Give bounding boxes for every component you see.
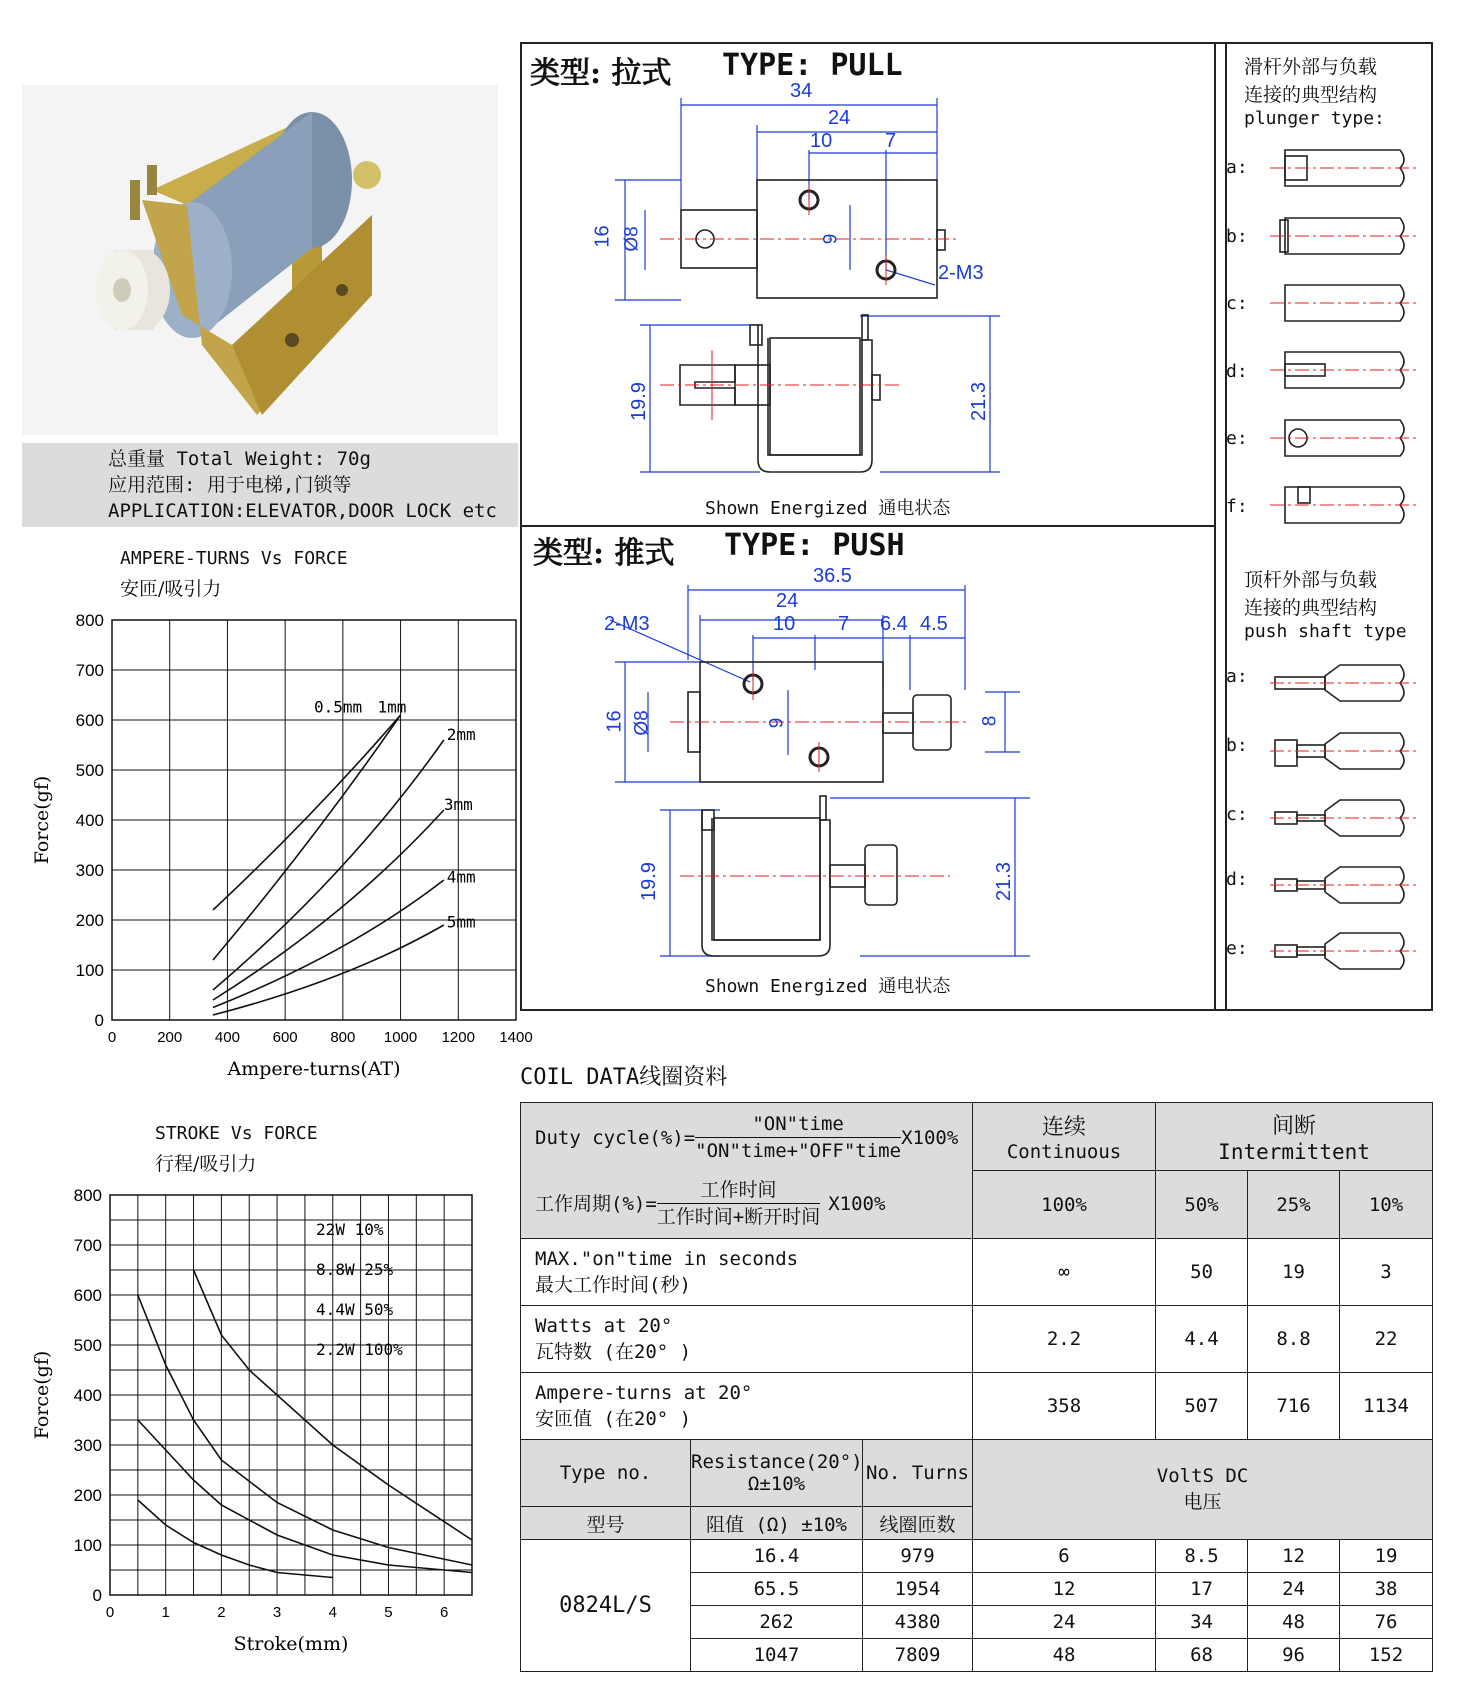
table-cell: 6 [973, 1540, 1156, 1573]
pull-dim-213: 21.3 [967, 382, 990, 421]
y-tick-label: 500 [73, 1336, 102, 1355]
table-cell: 2.2 [973, 1306, 1156, 1373]
chart2-title-en: STROKE Vs FORCE [155, 1123, 318, 1144]
plunger-label-c: c: [1226, 293, 1248, 314]
pull-dim-m3: 2-M3 [938, 262, 984, 284]
y-tick-label: 300 [75, 861, 104, 880]
x-tick-label: 2 [217, 1604, 226, 1621]
y-axis-label: Force(gf) [31, 1350, 53, 1440]
plunger-title-2: 连接的典型结构 [1244, 84, 1378, 106]
pull-title-en: TYPE: PULL [722, 48, 903, 83]
table-cell: 76 [1340, 1606, 1433, 1639]
duty-cn-suffix: X100% [828, 1192, 886, 1215]
push-dim-h8: 8 [979, 715, 1001, 727]
pushshaft-label-c: c: [1226, 804, 1248, 825]
type-no-header: Type no. [521, 1440, 691, 1507]
x-tick-label: 0 [105, 1604, 115, 1621]
table-cell: 7809 [863, 1639, 973, 1672]
x-tick-label: 600 [272, 1029, 298, 1046]
continuous-en: Continuous [1006, 1141, 1122, 1163]
volts-en: VoltS DC [1156, 1465, 1249, 1487]
pushshaft-title-1: 顶杆外部与负载 [1244, 569, 1378, 591]
table-cell: 12 [1248, 1540, 1340, 1573]
series-label: 2mm [446, 725, 476, 744]
series-label: 5mm [446, 912, 476, 932]
series-label: 3mm [443, 795, 473, 814]
y-tick-label: 0 [92, 1586, 102, 1605]
duty-cn-denominator: 工作时间+断开时间 [656, 1206, 821, 1228]
y-tick-label: 600 [75, 711, 104, 730]
table-cell: 38 [1340, 1573, 1433, 1606]
x-tick-label: 1400 [499, 1029, 533, 1046]
weight-text: 总重量 Total Weight: 70g [108, 448, 371, 470]
max-on-time-cn: 最大工作时间(秒) [535, 1274, 691, 1296]
plunger-title-3: plunger type: [1244, 108, 1385, 129]
push-dim-45: 4.5 [920, 613, 948, 635]
push-dim-8: Ø8 [631, 710, 653, 736]
coil-data-table [520, 1102, 1433, 1672]
series-label: 22W 10% [316, 1220, 384, 1239]
duty-25: 25% [1248, 1171, 1340, 1239]
y-tick-label: 600 [73, 1286, 102, 1305]
table-cell: 34 [1156, 1606, 1248, 1639]
x-tick-label: 0 [107, 1029, 117, 1046]
y-tick-label: 300 [73, 1436, 102, 1455]
turns-cn: 线圈匝数 [863, 1507, 973, 1540]
resistance-en-1: Resistance(20°) [691, 1451, 863, 1473]
plunger-label-a: a: [1226, 157, 1248, 178]
pushshaft-label-d: d: [1226, 869, 1248, 890]
pull-dim-16: 16 [591, 225, 614, 248]
duty-cycle-cell [521, 1103, 973, 1239]
x-tick-label: 5 [384, 1604, 393, 1621]
ampere-turns-force-chart [30, 611, 533, 1080]
table-cell: 716 [1248, 1373, 1340, 1440]
push-dim-9: 9 [766, 717, 788, 729]
push-dim-213: 21.3 [992, 862, 1015, 901]
pull-dim-7: 7 [885, 130, 897, 152]
push-dim-16: 16 [603, 710, 626, 733]
y-tick-label: 700 [75, 661, 104, 680]
watts-cn: 瓦特数 (在20° ) [535, 1341, 692, 1363]
table-cell: ∞ [973, 1239, 1156, 1306]
series-label: 1mm [377, 697, 407, 717]
continuous-cn: 连续 [1042, 1115, 1087, 1140]
table-cell: 19 [1248, 1239, 1340, 1306]
pull-dim-8: Ø8 [621, 226, 643, 252]
series-label: 2.2W 100% [316, 1340, 403, 1359]
series-label: 8.8W 25% [316, 1260, 394, 1279]
table-cell: 4380 [863, 1606, 973, 1639]
push-top-view-drawing [600, 570, 1020, 790]
series-label: 0.5mm [314, 697, 363, 717]
y-tick-label: 200 [73, 1486, 102, 1505]
pushshaft-label-e: e: [1226, 938, 1248, 959]
pull-title-cn: 类型: 拉式 [530, 56, 672, 91]
x-tick-label: 6 [439, 1604, 449, 1621]
chart1-title-cn: 安匝/吸引力 [120, 578, 222, 600]
volts-cn: 电压 [1183, 1491, 1222, 1513]
series-label: 4.4W 50% [316, 1300, 394, 1319]
duty-cn-numerator: 工作时间 [657, 1177, 820, 1204]
product-photo [22, 85, 498, 435]
watts-label [521, 1306, 973, 1373]
duty-100: 100% [973, 1171, 1156, 1239]
y-tick-label: 100 [73, 1536, 102, 1555]
pull-caption: Shown Energized 通电状态 [705, 498, 951, 519]
push-dim-24: 24 [776, 590, 799, 612]
push-caption: Shown Energized 通电状态 [705, 976, 951, 997]
plunger-label-d: d: [1226, 361, 1248, 382]
y-tick-label: 200 [75, 911, 104, 930]
y-tick-label: 400 [73, 1386, 102, 1405]
plunger-title-1: 滑杆外部与负载 [1244, 56, 1378, 78]
table-cell: 68 [1156, 1639, 1248, 1672]
table-cell: 96 [1248, 1639, 1340, 1672]
intermittent-cn: 间断 [1272, 1114, 1317, 1139]
plunger-label-e: e: [1226, 428, 1248, 449]
table-cell: 152 [1340, 1639, 1433, 1672]
coil-data-title: COIL DATA线圈资料 [520, 1065, 728, 1090]
pull-dim-34: 34 [790, 80, 813, 102]
table-cell: 507 [1156, 1373, 1248, 1440]
resistance-header [691, 1440, 863, 1507]
table-cell: 22 [1340, 1306, 1433, 1373]
table-cell: 4.4 [1156, 1306, 1248, 1373]
x-tick-label: 400 [214, 1029, 240, 1046]
application-cn-text: 应用范围: 用于电梯,门锁等 [108, 474, 352, 496]
duty-cn-prefix: 工作周期(%)= [535, 1192, 657, 1215]
series-line-2 [213, 740, 444, 990]
y-tick-label: 500 [75, 761, 104, 780]
table-cell: 19 [1340, 1540, 1433, 1573]
ampere-turns-cn: 安匝值 (在20° ) [535, 1408, 692, 1430]
max-on-time-label [521, 1239, 973, 1306]
type-no-cn: 型号 [521, 1507, 691, 1540]
pushshaft-label-b: b: [1226, 735, 1248, 756]
ampere-turns-en: Ampere-turns at 20° [535, 1382, 753, 1404]
y-tick-label: 0 [94, 1011, 104, 1030]
x-tick-label: 4 [328, 1604, 337, 1621]
table-cell: 24 [1248, 1573, 1340, 1606]
y-axis-label: Force(gf) [31, 775, 53, 865]
push-side-view-drawing [660, 790, 1040, 960]
table-cell: 12 [973, 1573, 1156, 1606]
duty-en-suffix: X100% [901, 1126, 959, 1149]
pull-side-view-drawing [640, 310, 1020, 480]
table-cell: 3 [1340, 1239, 1433, 1306]
pull-dim-24: 24 [828, 107, 851, 129]
table-cell: 50 [1156, 1239, 1248, 1306]
table-cell: 24 [973, 1606, 1156, 1639]
watts-en: Watts at 20° [535, 1315, 673, 1337]
push-dim-7: 7 [838, 613, 850, 635]
push-dim-10: 10 [773, 613, 796, 635]
pushshaft-types-drawing [1270, 650, 1420, 980]
x-axis-label: Ampere-turns(AT) [227, 1058, 401, 1080]
chart2-title-cn: 行程/吸引力 [155, 1153, 257, 1175]
table-cell: 1047 [691, 1639, 863, 1672]
series-label: 4mm [446, 867, 476, 887]
duty-en-numerator: "ON"time [695, 1111, 901, 1138]
resistance-en-2: Ω±10% [747, 1473, 806, 1495]
y-tick-label: 800 [75, 611, 104, 630]
y-tick-label: 400 [75, 811, 104, 830]
y-tick-label: 800 [73, 1186, 102, 1205]
push-dim-199: 19.9 [637, 862, 660, 901]
pull-dim-9: 9 [820, 233, 842, 245]
table-cell: 358 [973, 1373, 1156, 1440]
table-cell: 1954 [863, 1573, 973, 1606]
y-tick-label: 100 [75, 961, 104, 980]
table-cell: 979 [863, 1540, 973, 1573]
push-dim-m3: 2-M3 [604, 613, 650, 635]
ampere-turns-label [521, 1373, 973, 1440]
x-tick-label: 200 [157, 1029, 183, 1046]
duty-en-prefix: Duty cycle(%)= [535, 1126, 696, 1149]
volts-header [973, 1440, 1433, 1540]
x-tick-label: 3 [272, 1604, 282, 1621]
duty-en-denominator: "ON"time+"OFF"time [695, 1140, 902, 1162]
table-cell: 8.8 [1248, 1306, 1340, 1373]
application-en-text: APPLICATION:ELEVATOR,DOOR LOCK etc [108, 500, 497, 522]
pull-dim-199: 19.9 [627, 382, 650, 421]
pushshaft-title-3: push shaft type [1244, 621, 1407, 642]
stroke-force-chart [30, 1186, 500, 1660]
push-dim-365: 36.5 [813, 565, 852, 587]
table-cell: 17 [1156, 1573, 1248, 1606]
intermittent-header [1156, 1103, 1433, 1171]
table-cell: 262 [691, 1606, 863, 1639]
max-on-time-en: MAX."on"time in seconds [535, 1248, 799, 1270]
x-tick-label: 1 [161, 1604, 170, 1621]
x-tick-label: 1200 [441, 1029, 475, 1046]
duty-10: 10% [1340, 1171, 1433, 1239]
resistance-cn: 阻值 (Ω) ±10% [691, 1507, 863, 1540]
y-tick-label: 700 [73, 1236, 102, 1255]
pushshaft-title-2: 连接的典型结构 [1244, 597, 1378, 619]
x-tick-label: 800 [330, 1029, 356, 1046]
table-cell: 8.5 [1156, 1540, 1248, 1573]
spec-box [22, 443, 518, 527]
push-title-en: TYPE: PUSH [724, 528, 905, 563]
plunger-label-f: f: [1226, 496, 1248, 517]
x-tick-label: 1000 [383, 1029, 418, 1046]
continuous-header [973, 1103, 1156, 1171]
push-dim-64: 6.4 [880, 613, 908, 635]
table-cell: 65.5 [691, 1573, 863, 1606]
x-axis-label: Stroke(mm) [233, 1633, 349, 1655]
push-title-cn: 类型: 推式 [533, 536, 675, 571]
pushshaft-label-a: a: [1226, 666, 1248, 687]
plunger-label-b: b: [1226, 226, 1248, 247]
turns-header: No. Turns [863, 1440, 973, 1507]
pull-dim-10: 10 [810, 130, 833, 152]
table-cell: 48 [1248, 1606, 1340, 1639]
chart1-title-en: AMPERE-TURNS Vs FORCE [120, 548, 348, 569]
model-number: 0824L/S [521, 1540, 691, 1672]
table-cell: 48 [973, 1639, 1156, 1672]
plunger-types-drawing [1270, 140, 1420, 540]
series-line-1 [213, 715, 401, 960]
intermittent-en: Intermittent [1218, 1140, 1370, 1164]
table-cell: 1134 [1340, 1373, 1433, 1440]
duty-50: 50% [1156, 1171, 1248, 1239]
table-cell: 16.4 [691, 1540, 863, 1573]
